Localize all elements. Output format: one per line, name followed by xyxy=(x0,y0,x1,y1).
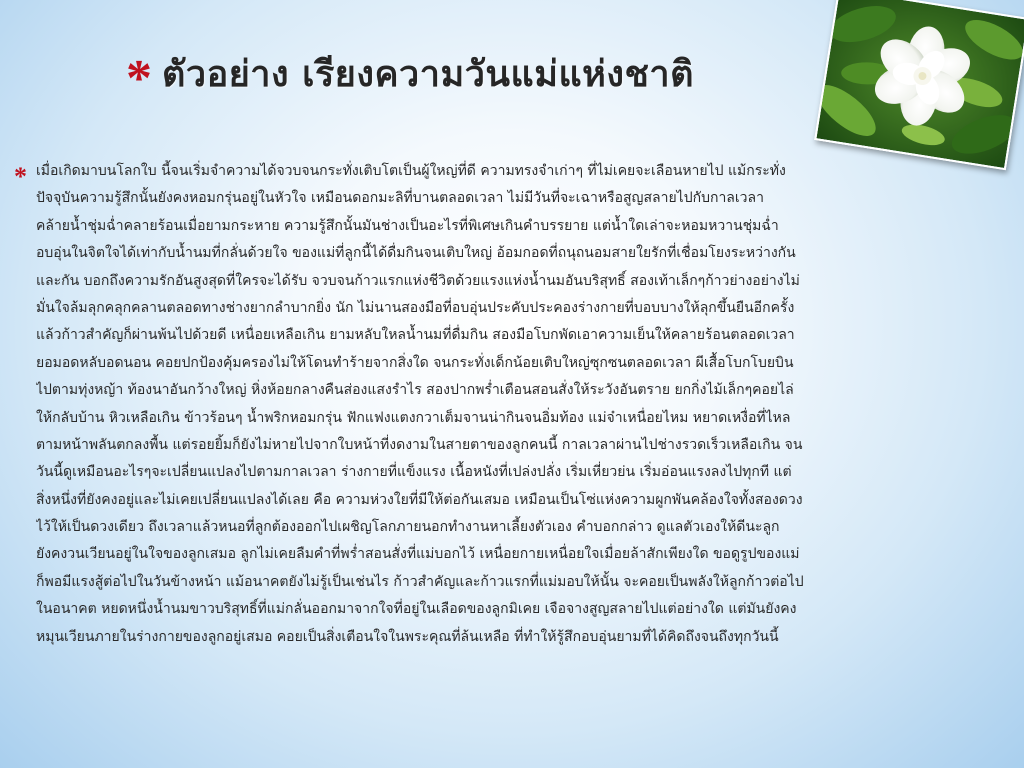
essay-line: เมื่อเกิดมาบนโลกใบ นี้จนเริ่มจำความได้จวบจนกระทั่งเติบโตเป็นผู้ใหญ่ที่ดี ความทรงจำเก่าๆ ที่ไม่เคยจะเลือนหายไป แม้กระทั่ง xyxy=(36,163,786,179)
essay-line: อบอุ่นในจิตใจได้เท่ากับน้ำนมที่กลั่นด้วยใจ ของแม่ที่ลูกนี้ได้ดื่มกินจนเติบใหญ่ อ้อมกอดที่ถนุถนอมสายใยรักที่เชื่อมโยงระหว่างกัน xyxy=(36,245,796,262)
essay-line: ไว้ให้เป็นดวงเดียว ถึงเวลาแล้วหนอที่ลูกต้องออกไปเผชิญโลกภายนอกทำงานหาเลี้ยงตัวเอง คำบอกกล่าว ดูแลตัวเองให้ดีนะลูก xyxy=(36,519,780,536)
essay-paragraph xyxy=(36,158,1010,758)
essay-line: และกัน บอกถึงความรักอันสูงสุดที่ใครจะได้รับ จวบจนก้าวแรกแห่งชีวิตด้วยแรงแห่งน้ำนมอันบริสุทธิ์ สองเท้าเล็กๆก้าวย่างอย่างไม่ xyxy=(36,272,800,289)
essay-line: ยอมอดหลับอดนอน คอยปกป้องคุ้มครองไม่ให้โดนทำร้ายจากสิ่งใด จนกระทั่งเด็กน้อยเติบใหญ่ซุกซนตลอดเวลา ผีเสื้อโบกโบยบิน xyxy=(36,354,794,371)
essay-line: มั่นใจล้มลุกคลุกคลานตลอดทางช่างยากลำบากยิ่ง นัก ไม่นานสองมือที่อบอุ่นประคับประคองร่างกายที่บอบบางให้ลุกขึ้นยืนอีกครั้ง xyxy=(36,299,795,316)
essay-line: ก็พอมีแรงสู้ต่อไปในวันข้างหน้า แม้อนาคตยังไม่รู้เป็นเช่นไร ก้าวสำคัญและก้าวแรกที่แม่มอบให้นั้น จะคอยเป็นพลังให้ลูกก้าวต่อไป xyxy=(36,573,804,590)
essay-line: ให้กลับบ้าน หิวเหลือเกิน ข้าวร้อนๆ น้ำพริกหอมกรุ่น ฟักแฟงแตงกวาเต็มจานน่ากินจนอิ่มท้อง แม่จ๋าเหนื่อยไหม หยาดเหงื่อที่ไหล xyxy=(36,409,791,426)
essay-line: ในอนาคต หยดหนึ่งน้ำนมขาวบริสุทธิ์ที่แม่กลั่นออกมาจากใจที่อยู่ในเลือดของลูกมิเคย เจือจางสูญสลายไปแต่อย่างใด แต่มันยังคง xyxy=(36,601,797,618)
title-row xyxy=(126,28,694,118)
essay-line: ไปตามทุ่งหญ้า ท้องนาอันกว้างใหญ่ หิ่งห้อยกลางคืนส่องแสงรำไร สองปากพร่ำเตือนสอนสั่งให้ระวังอันตราย ยกกิ่งไม้เล็กๆคอยไล่ xyxy=(36,382,794,399)
essay-line: ตามหน้าพลันตกลงพื้น แต่รอยยิ้มก็ยังไม่หายไปจากใบหน้าที่งดงามในสายตาของลูกคนนี้ กาลเวลาผ่านไปช่างรวดเร็วเหลือเกิน จน xyxy=(36,436,803,453)
essay-line: แล้วก้าวสำคัญก็ผ่านพ้นไปด้วยดี เหนื่อยเหลือเกิน ยามหลับใหลน้ำนมที่ดื่มกิน สองมือโบกพัดเอาความเย็นให้คลายร้อนตลอดเวลา xyxy=(36,327,795,344)
essay-line: หมุนเวียนภายในร่างกายของลูกอยู่เสมอ คอยเป็นสิ่งเตือนใจในพระคุณที่ล้นเหลือ ที่ทำให้รู้สึกอบอุ่นยามที่ได้คิดถึงจนถึงทุกวันนี้ xyxy=(36,628,779,645)
body-text-block xyxy=(14,158,1010,758)
body-bullet: * xyxy=(14,162,27,191)
essay-line: ปัจจุบันความรู้สึกนั้นยังคงหอมกรุ่นอยู่ในหัวใจ เหมือนดอกมะลิที่บานตลอดเวลา ไม่มีวันที่จะเฉาหรือสูญสลายไปกับกาลเวลา xyxy=(36,190,764,207)
title-bullet: * xyxy=(126,50,152,107)
essay-line: คล้ายน้ำชุ่มฉ่ำคลายร้อนเมื่อยามกระหาย ความรู้สึกนั้นมันช่างเป็นอะไรที่พิเศษเกินคำบรรยาย แต่น้ำใดเล่าจะหอมหวานชุ่มฉ่ำ xyxy=(36,217,779,234)
essay-line: วันนี้ดูเหมือนอะไรๆจะเปลี่ยนแปลงไปตามกาลเวลา ร่างกายที่แข็งแรง เนื้อหนังที่เปล่งปลั่ง เริ่มเหี่ยวย่น เริ่มอ่อนแรงลงไปทุกที แต่ xyxy=(36,464,792,481)
essay-line: สิ่งหนึ่งที่ยังคงอยู่และไม่เคยเปลี่ยนแปลงได้เลย คือ ความห่วงใยที่มีให้ต่อกันเสมอ เหมือนเป็นโซ่แห่งความผูกพันคล้องใจทั้งสองดวง xyxy=(36,491,803,508)
jasmine-flower-photo xyxy=(814,0,1024,170)
essay-line: ยังคงวนเวียนอยู่ในใจของลูกเสมอ ลูกไม่เคยลืมคำที่พร่ำสอนสั่งที่แม่บอกไว้ เหนื่อยกายเหนื่อยใจเมื่อยล้าสักเพียงใด ขอดูรูปของแม่ xyxy=(36,546,800,563)
page-title: ตัวอย่าง เรียงความวันแม่แห่งชาติ xyxy=(162,52,694,95)
